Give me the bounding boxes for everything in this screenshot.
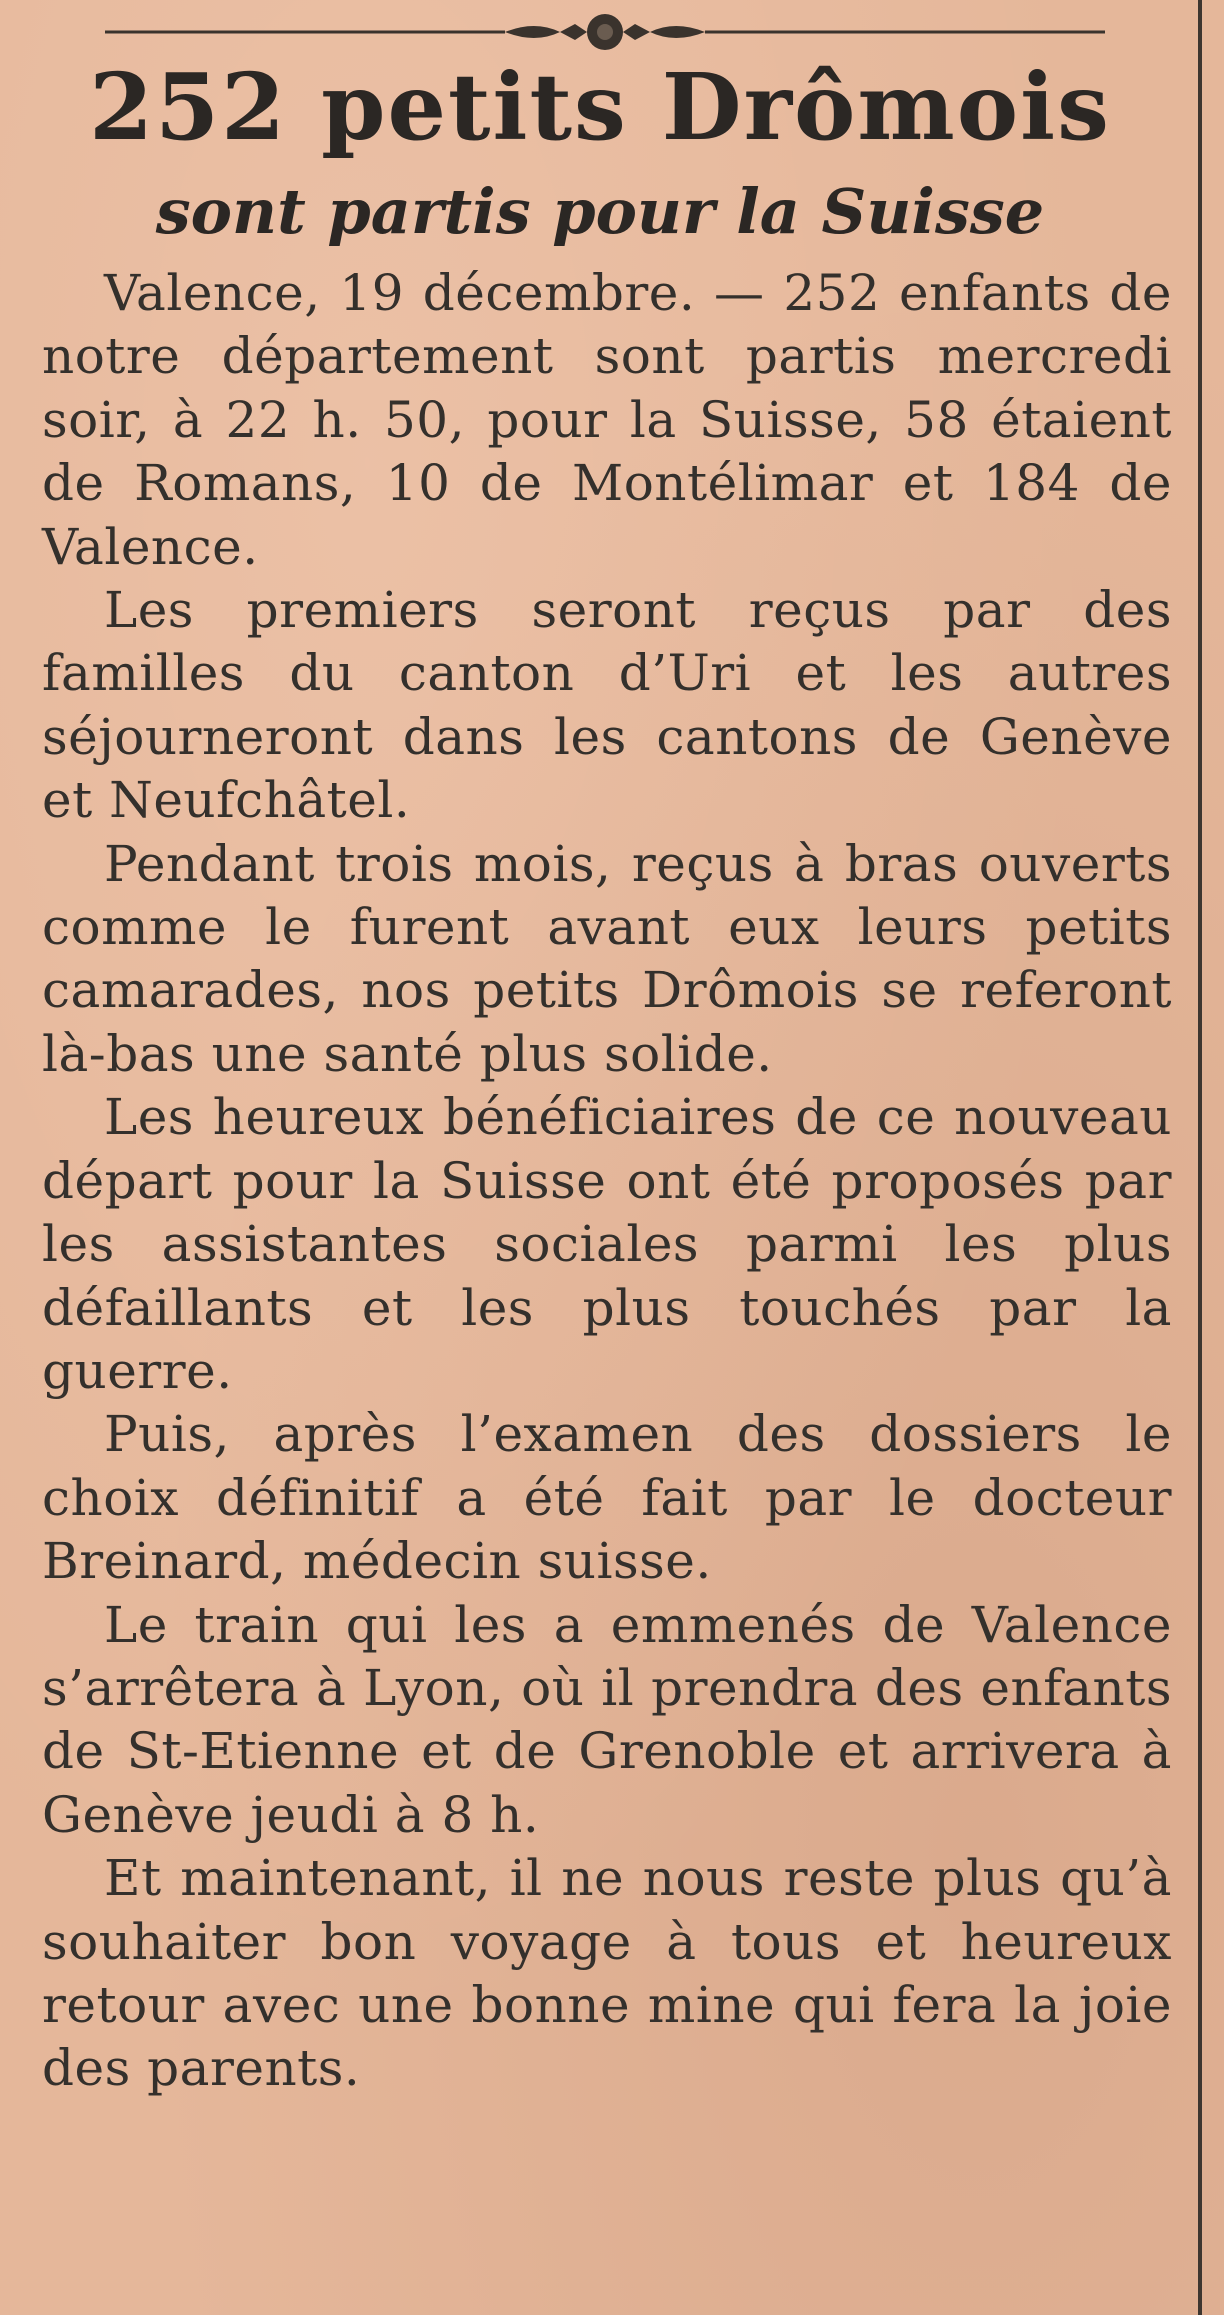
article-paragraph: Et maintenant, il ne nous reste plus qu’à souhaiter bon voyage à tous et heureux retour avec une bonne mine qui fera la joie des parents. — [42, 1849, 1172, 2098]
article-paragraph: Puis, après l’examen des dossiers le choix définitif a été fait par le docteur Breinard, médecin suisse. — [42, 1405, 1172, 1591]
article-paragraph: Valence, 19 décembre. — 252 enfants de notre département sont partis mercredi soir, à 22 h. 50, pour la Suisse, 58 étaient de Romans, 10 de Montélimar et 184 de Valence. — [42, 264, 1172, 576]
article-paragraph: Le train qui les a emmenés de Valence s’arrêtera à Lyon, où il prendra des enfants de St-Etienne et de Grenoble et arrivera à Genève jeudi à 8 h. — [42, 1595, 1172, 1844]
article-paragraph: Pendant trois mois, reçus à bras ouverts comme le furent avant eux leurs petits camarades, nos petits Drômois se referont là-bas une santé plus solide. — [42, 834, 1172, 1083]
article-paragraph: Les premiers seront reçus par des familles du canton d’Uri et les autres séjourneront dans les cantons de Genève et Neufchâtel. — [42, 581, 1172, 830]
article-paragraph: Les heureux bénéficiaires de ce nouveau départ pour la Suisse ont été proposés par les assistantes sociales parmi les plus défaillants et les plus touchés par la guerre. — [42, 1088, 1172, 1400]
column-rule-divider — [1198, 0, 1202, 2315]
decorative-rule-ornament-icon — [105, 12, 1105, 52]
article-headline: 252 petits Drômois — [89, 53, 1111, 161]
article-body — [42, 262, 1172, 2101]
article-subheadline: sont partis pour la Suisse — [155, 175, 1045, 248]
